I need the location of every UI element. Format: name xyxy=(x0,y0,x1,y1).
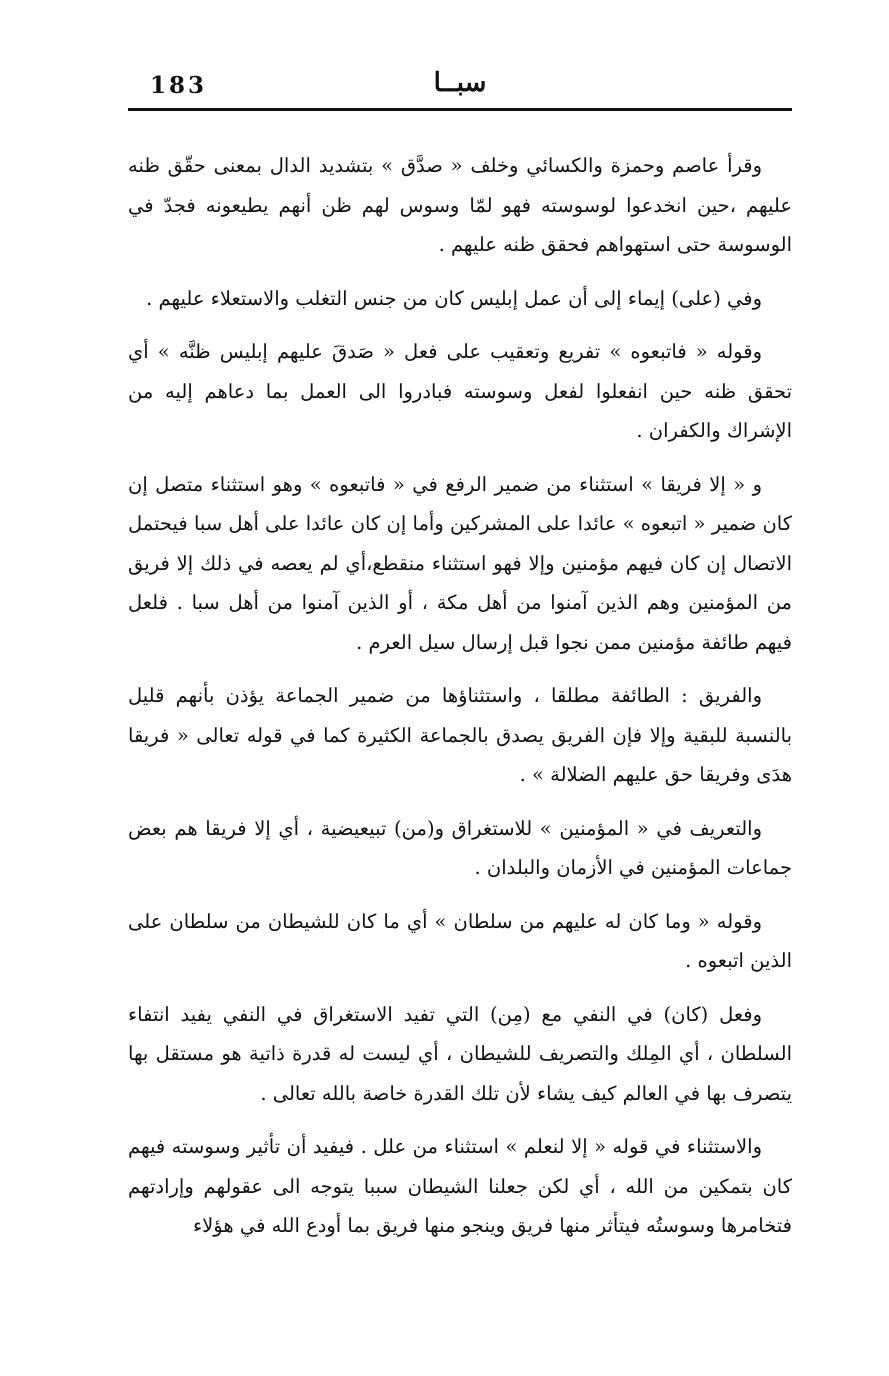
paragraph: وقوله « وما كان له عليهم من سلطان » أي ما كان للشيطان من سلطان على الذين اتبعوه . xyxy=(128,909,792,972)
paragraph: وفي (على) إيماء إلى أن عمل إبليس كان من جنس التغلب والاستعلاء عليهم . xyxy=(146,286,762,310)
paragraph: وفعل (كان) في النفي مع (مِن) التي تفيد الاستغراق في النفي يفيد انتفاء السلطان ، أي المِلك والتصريف للشيطان ، أي ليست له قدرة ذاتية هو مستقل بها يتصرف بها في العالم كيف يشاء لأن تلك القدرة خاصة بالله تعالى . xyxy=(128,1002,792,1105)
page-number: 183 xyxy=(150,72,208,99)
header-rule xyxy=(128,108,792,111)
paragraph: والاستثناء في قوله « إلا لنعلم » استثناء من علل . فيفيد أن تأثير وسوسته فيهم كان بتمكين من الله ، أي لكن جعلنا الشيطان سببا يتوجه الى عقولهم وإرادتهم فتخامرها وسوستُه فيتأثر منها فريق وينجو منها فريق بما أودع الله في هؤلاء xyxy=(128,1135,792,1237)
paragraph: والتعريف في « المؤمنين » للاستغراق و(من) تبيعيضية ، أي إلا فريقا هم بعض جماعات المؤمنين في الأزمان والبلدان . xyxy=(128,816,792,879)
page-header xyxy=(128,66,792,108)
paragraph: و « إلا فريقا » استثناء من ضمير الرفع في « فاتبعوه » وهو استثناء متصل إن كان ضمير « اتبعوه » عائدا على المشركين وأما إن كان عائدا على أهل سبا فيحتمل الاتصال إن كان فيهم مؤمنين وإلا فهو استثناء منقطع،أي لم يعصه في ذلك إلا فريق من المؤمنين وهم الذين آمنوا من أهل مكة ، أو الذين آمنوا من أهل سبا . فلعل فيهم طائفة مؤمنين ممن نجوا قبل إرسال سيل العرم . xyxy=(128,472,792,654)
running-title: سبــا xyxy=(433,68,487,98)
body-text xyxy=(128,146,792,1260)
paragraph: وقوله « فاتبعوه » تفريع وتعقيب على فعل « صَدقَ عليهم إبليس ظنَّه » أي تحقق ظنه حين انفعلوا لفعل وسوسته فبادروا الى العمل بما دعاهم إليه من الإشراك والكفران . xyxy=(128,340,792,442)
paragraph: وقرأ عاصم وحمزة والكسائي وخلف « صدَّق » بتشديد الدال بمعنى حقّق ظنه عليهم ،حين انخدعوا لوسوسته فهو لمّا وسوس لهم ظن أنهم يطيعونه فجدّ في الوسوسة حتى استهواهم فحقق ظنه عليهم . xyxy=(128,154,792,256)
paragraph: والفريق : الطائفة مطلقا ، واستثناؤها من ضمير الجماعة يؤذن بأنهم قليل بالنسبة للبقية وإلا فإن الفريق يصدق بالجماعة الكثيرة كما في قوله تعالى « فريقا هدَى وفريقا حق عليهم الضلالة » . xyxy=(128,684,792,786)
